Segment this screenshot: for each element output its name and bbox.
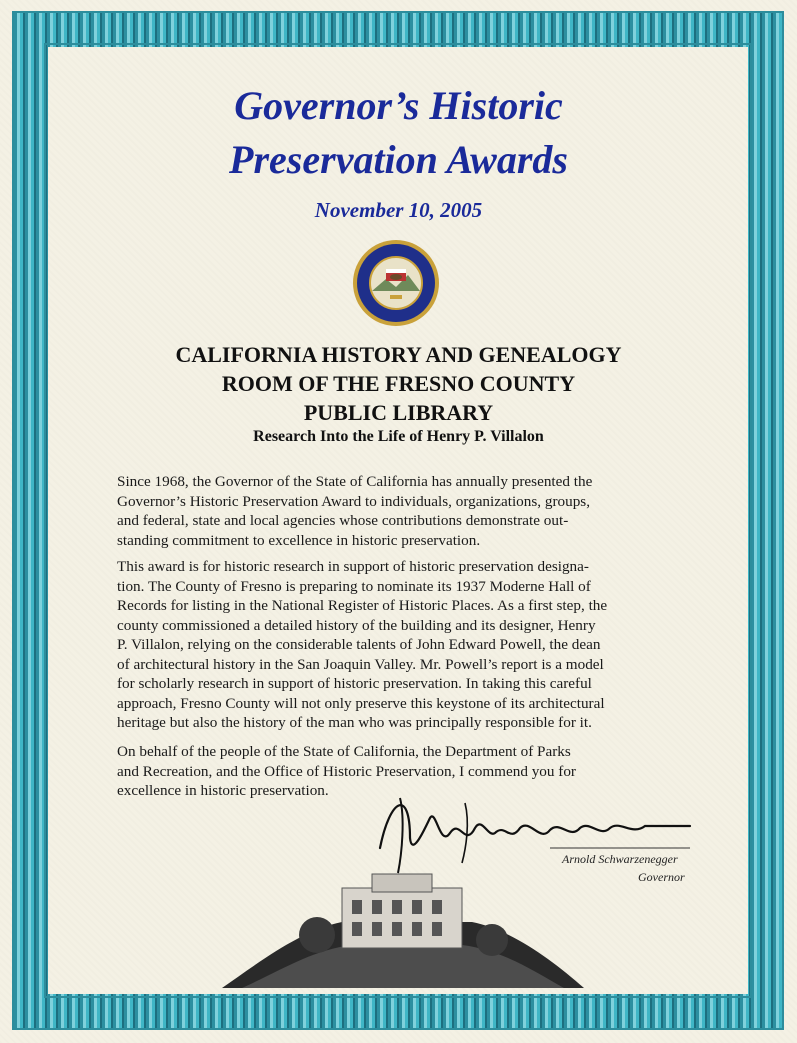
paragraph-line: county commissioned a detailed history of the building and its designer, Henry: [117, 616, 596, 634]
paragraph-line: of architectural history in the San Joaquin Valley. Mr. Powell’s report is a model: [117, 655, 604, 673]
paragraph-line: for scholarly research in support of historic preservation. In taking this careful: [117, 675, 592, 692]
body-paragraph-1: [117, 472, 687, 550]
signatory-title: Governor: [638, 870, 685, 884]
state-seal-icon: [352, 239, 440, 327]
paragraph-line: approach, Fresno County will not only preserve this keystone of its architectural: [117, 694, 605, 712]
award-subtitle: Research Into the Life of Henry P. Villalon: [253, 428, 544, 445]
paragraph-line: On behalf of the people of the State of California, the Department of Parks: [117, 743, 571, 760]
paragraph-line: and Recreation, and the Office of Historic Preservation, I commend you for: [117, 762, 576, 780]
recipient-line1: CALIFORNIA HISTORY AND GENEALOGY: [175, 342, 622, 367]
paragraph-line: heritage but also the history of the man who was principally responsible for it.: [117, 714, 592, 731]
paragraph-line: Since 1968, the Governor of the State of California has annually presented the: [117, 473, 593, 490]
paragraph-line: This award is for historic research in support of historic preservation designa-: [117, 558, 589, 575]
paragraph-line: excellence in historic preservation.: [117, 782, 329, 799]
award-date: November 10, 2005: [314, 198, 483, 222]
signatory-name: Arnold Schwarzenegger: [562, 852, 678, 866]
historic-building-illustration: [222, 870, 584, 988]
paragraph-line: Records for listing in the National Register of Historic Places. As a first step, the: [117, 597, 608, 614]
award-title-line1: Governor’s Historic: [234, 83, 563, 128]
paragraph-line: and federal, state and local agencies whose contributions demonstrate out-: [117, 512, 569, 529]
recipient-line3: PUBLIC LIBRARY: [303, 400, 494, 425]
body-paragraph-2: [117, 557, 687, 733]
paragraph-line: tion. The County of Fresno is preparing to nominate its 1937 Moderne Hall of: [117, 577, 591, 595]
paragraph-line: standing commitment to excellence in historic preservation.: [117, 531, 481, 549]
paragraph-line: Governor’s Historic Preservation Award to individuals, organizations, groups,: [117, 492, 590, 510]
award-title-line2: Preservation Awards: [229, 137, 568, 182]
recipient-line2: ROOM OF THE FRESNO COUNTY: [221, 371, 576, 396]
paragraph-line: P. Villalon, relying on the considerable talents of John Edward Powell, the dean: [117, 636, 601, 653]
